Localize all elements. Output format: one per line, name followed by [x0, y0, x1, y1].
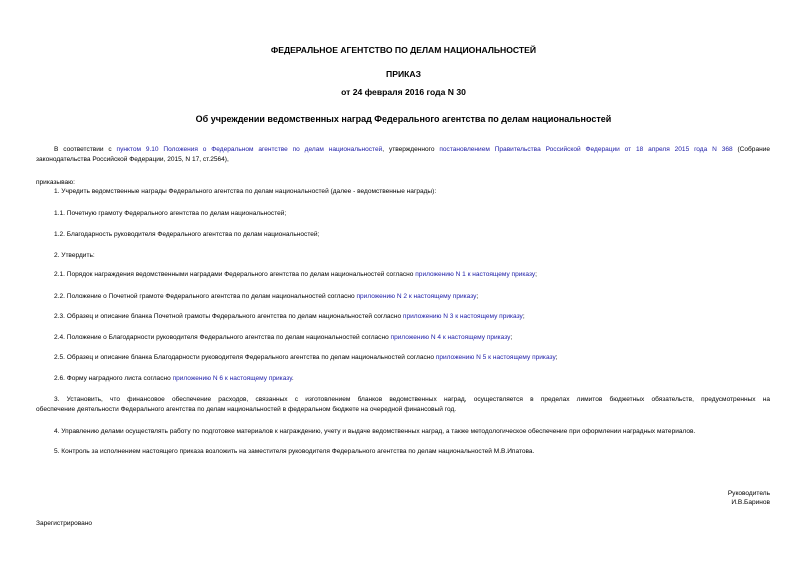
- item-2-4: [54, 333, 512, 342]
- item-2-2: [54, 292, 478, 301]
- item-punct: ;: [510, 334, 513, 341]
- item-punct: ;: [555, 354, 558, 361]
- intro-paragraph-line1: [54, 145, 770, 154]
- item-text: 2.3. Образец и описание бланка Почетной грамоты Федерального агентства по делам национальностей согласно: [54, 313, 403, 320]
- item-2-3: [54, 312, 525, 321]
- item-text: 2.1. Порядок награждения ведомственными наградами Федерального агентства по делам национальностей согласно: [54, 271, 416, 278]
- orders-word: приказываю:: [36, 179, 75, 186]
- item-1-2: 1.2. Благодарность руководителя Федерального агентства по делам национальностей;: [54, 231, 320, 238]
- item-2-1: [54, 270, 537, 279]
- item-punct: ;: [535, 271, 537, 278]
- item-text: 2.2. Положение о Почетной грамоте Федерального агентства по делам национальностей согласно: [54, 293, 357, 300]
- item-1: 1. Учредить ведомственные награды Федерального агентства по делам национальностей (далее - ведомственные награды):: [54, 188, 437, 195]
- item-3-line1: 3. Установить, что финансовое обеспечение расходов, связанных с изготовлением бланков ведомственных наград, осуществляется в пределах лимитов бюджетных обязательств, предусмотренных на: [54, 396, 770, 403]
- doc-title: Об учреждении ведомственных наград Федерального агентства по делам национальностей: [195, 114, 612, 124]
- intro-text: , утвержденного: [382, 146, 440, 153]
- link-appendix-5[interactable]: приложению N 5 к настоящему приказу: [435, 354, 556, 361]
- link-appendix-2[interactable]: приложению N 2 к настоящему приказу: [356, 293, 477, 300]
- item-text: 2.4. Положение о Благодарности руководителя Федерального агентства по делам национальностей согласно: [54, 334, 391, 341]
- item-punct: ;: [476, 293, 479, 300]
- link-appendix-6[interactable]: приложению N 6 к настоящему приказу: [172, 375, 292, 382]
- link-pункт-9-10[interactable]: пунктом 9.10 Положения о Федеральном агентстве по делам национальностей: [116, 146, 383, 153]
- intro-text: (Собрание: [732, 146, 770, 153]
- item-2-5: [54, 353, 558, 362]
- item-2: 2. Утвердить:: [54, 252, 95, 259]
- item-punct: .: [291, 375, 294, 382]
- doc-type: ПРИКАЗ: [386, 69, 421, 79]
- registered-note: Зарегистрировано: [36, 520, 93, 527]
- agency-name: ФЕДЕРАЛЬНОЕ АГЕНТСТВО ПО ДЕЛАМ НАЦИОНАЛЬНОСТЕЙ: [270, 45, 537, 55]
- intro-paragraph-line2: законодательства Российской Федерации, 2015, N 17, ст.2564),: [36, 156, 229, 163]
- item-punct: ;: [522, 313, 525, 320]
- signature-role: Руководитель: [727, 490, 770, 497]
- doc-date-number: от 24 февраля 2016 года N 30: [341, 87, 466, 97]
- item-1-1: 1.1. Почетную грамоту Федерального агентства по делам национальностей;: [54, 210, 287, 217]
- item-text: 2.6. Форму наградного листа согласно: [54, 375, 173, 382]
- link-appendix-3[interactable]: приложению N 3 к настоящему приказу: [402, 313, 523, 320]
- link-postanovlenie-368[interactable]: постановлением Правительства Российской Федерации от 18 апреля 2015 года N 368: [439, 146, 733, 153]
- item-5: 5. Контроль за исполнением настоящего приказа возложить на заместителя руководителя Федерального агентства по делам национальностей М.В.Ипатова.: [54, 448, 535, 455]
- link-appendix-4[interactable]: приложению N 4 к настоящему приказу: [390, 334, 511, 341]
- item-4: 4. Управлению делами осуществлять работу по подготовке материалов к награждению, учету и выдаче ведомственных наград, а также методологическое обеспечение при оформлении наградных материалов.: [54, 428, 696, 435]
- signature-name: И.В.Баринов: [731, 499, 770, 506]
- intro-text: В соответствии с: [54, 146, 117, 153]
- item-2-6: [54, 374, 294, 383]
- item-3-line2: обеспечение деятельности Федерального агентства по делам национальностей в федеральном бюджете на очередной финансовый год.: [36, 406, 457, 413]
- item-text: 2.5. Образец и описание бланка Благодарности руководителя Федерального агентства по делам национальностей согласно: [54, 354, 436, 361]
- link-appendix-1[interactable]: приложению N 1 к настоящему приказу: [415, 271, 536, 278]
